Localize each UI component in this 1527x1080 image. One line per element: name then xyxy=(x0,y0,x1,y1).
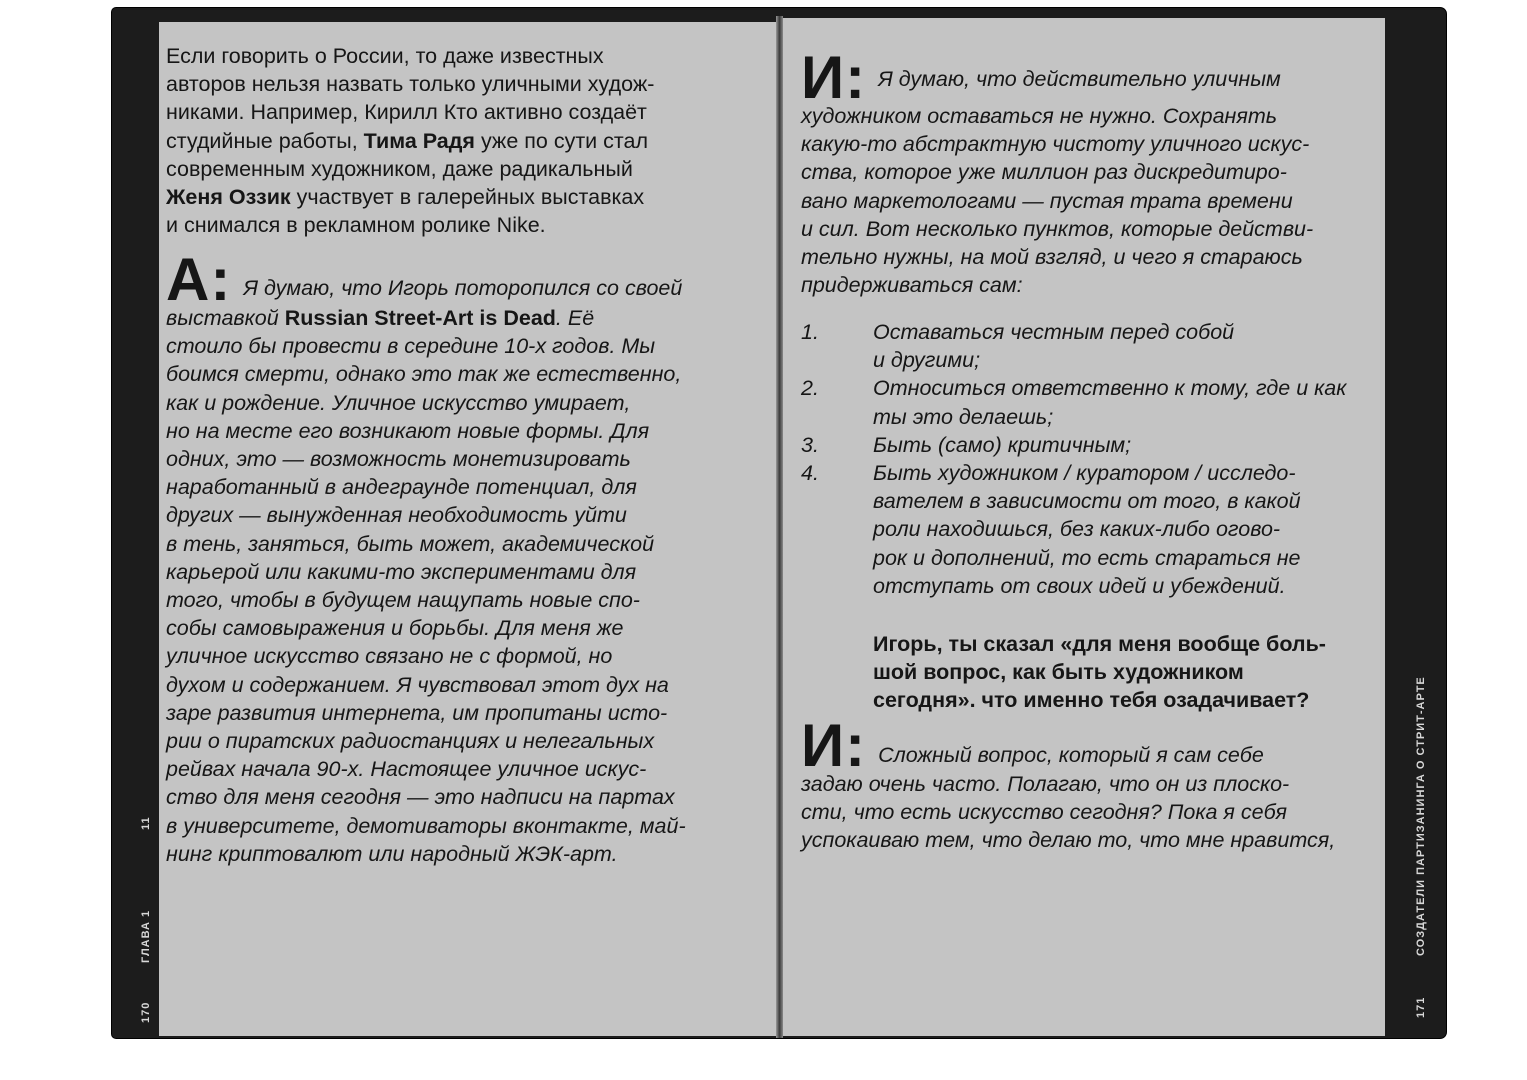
interviewer-question xyxy=(873,630,1326,715)
text-line: ство для меня сегодня — это надписи на партах xyxy=(166,785,675,810)
text-line: одних, это — возможность монетизировать xyxy=(166,447,631,472)
text-line: сегодня». что именно тебя озадачивает? xyxy=(873,688,1310,713)
text-line: студийные работы, Тима Радя уже по сути стал xyxy=(166,128,649,153)
left-page-number: 170 xyxy=(140,1001,152,1023)
text-line: рейвах начала 90-х. Настоящее уличное искус- xyxy=(166,757,647,782)
right-page xyxy=(783,18,1385,1036)
text-line: и снимался в рекламном ролике Nike. xyxy=(166,213,546,238)
text-line: рии о пиратских радиостанциях и нелегальных xyxy=(166,729,655,754)
list-item: 4. Быть художником / куратором / исследо- вателем в зависимости от того, в какой роли находишься, без каких-либо огово- рок и дополнений, то есть стараться не отступать от своих идей и убеждений. xyxy=(801,461,1301,598)
text-line: заре развития интернета, им пропитаны исто- xyxy=(166,700,668,725)
list-item: 2. Относиться ответственно к тому, где и как ты это делаешь; xyxy=(801,376,1347,429)
text-line: сти, что есть искусство сегодня? Пока я себя xyxy=(801,800,1287,825)
text-line: и сил. Вот несколько пунктов, которые действи- xyxy=(801,216,1314,241)
speaker-initial: И: xyxy=(801,712,867,779)
text-line: Сложный вопрос, который я сам себе xyxy=(878,743,1264,767)
text-line: наработанный в андеграунде потенциал, для xyxy=(166,475,637,500)
text-line: в университете, демотиваторы вконтакте, май- xyxy=(166,813,686,838)
list-number: 2. xyxy=(801,376,819,401)
text-line: боимся смерти, однако это так же естественно, xyxy=(166,362,682,387)
text-line: шой вопрос, как быть художником xyxy=(873,660,1244,685)
artist-name: Женя Оззик xyxy=(166,185,291,210)
text-line: придерживаться сам: xyxy=(801,273,1023,298)
chapter-number: 11 xyxy=(140,816,152,830)
text-line: других — вынужденная необходимость уйти xyxy=(166,503,627,528)
text-line: карьерой или какими-то экспериментами для xyxy=(166,559,637,584)
text-line: Игорь, ты сказал «для меня вообще боль- xyxy=(873,632,1326,656)
text-line: вано маркетологами — пустая трата времени xyxy=(801,188,1293,213)
text-line: современным художником, даже радикальный xyxy=(166,156,633,181)
text-line: нинг криптовалют или народный ЖЭК-арт. xyxy=(166,841,618,866)
answer-paragraph-1 xyxy=(801,44,1381,299)
text-line: тельно нужны, на мой взгляд, и чего я стараюсь xyxy=(801,245,1303,270)
text-line: какую-то абстрактную чистоту уличного искус- xyxy=(801,132,1310,157)
text-line: уличное искусство связано не с формой, но xyxy=(166,644,613,669)
list-number: 1. xyxy=(801,320,819,344)
text-line: но на месте его возникают новые формы. Для xyxy=(166,418,650,443)
text-line: в тень, заняться, быть может, академической xyxy=(166,531,655,556)
left-page xyxy=(159,22,776,1036)
list-number: 3. xyxy=(801,432,819,457)
speaker-initial: И: xyxy=(801,44,867,111)
list-item: 3. Быть (само) критичным; xyxy=(801,431,1346,459)
principles-list xyxy=(801,318,1346,600)
text-line: собы самовыражения и борьбы. Для меня же xyxy=(166,616,624,641)
text-line: Если говорить о России, то даже известных xyxy=(166,44,604,68)
open-book xyxy=(112,8,1446,1038)
text-line: духом и содержанием. Я чувствовал этот дух на xyxy=(166,672,669,697)
exhibition-title: Russian Street-Art is Dead xyxy=(284,306,556,330)
text-line: ства, которое уже миллион раз дискредитиро- xyxy=(801,160,1287,185)
text-line: стоило бы провести в середине 10-х годов. Мы xyxy=(166,334,656,359)
list-number: 4. xyxy=(801,461,819,486)
text-line: Женя Оззик участвует в галерейных выставках xyxy=(166,185,645,210)
text-line: выставкой Russian Street-Art is Dead. Её xyxy=(166,306,595,330)
text-line: Я думаю, что Игорь поторопился со своей xyxy=(243,276,683,300)
text-line: никами. Например, Кирилл Кто активно создаёт xyxy=(166,100,647,125)
answer-paragraph-2 xyxy=(801,712,1381,855)
running-title: СОЗДАТЕЛИ ПАРТИЗАНИНГА О СТРИТ-АРТЕ xyxy=(1415,676,1427,956)
artist-name: Тима Радя xyxy=(363,128,475,153)
text-line: авторов нельзя назвать только уличными худож- xyxy=(166,72,655,97)
text-line: успокаиваю тем, что делаю то, что мне нравится, xyxy=(801,828,1336,853)
text-line: того, чтобы в будущем нащупать новые спо- xyxy=(166,588,640,613)
speaker-initial: А: xyxy=(166,246,232,313)
text-line: задаю очень часто. Полагаю, что он из плоско- xyxy=(801,772,1290,796)
text-line: как и рождение. Уличное искусство умирает, xyxy=(166,390,631,415)
text-line: Я думаю, что действительно уличным xyxy=(878,67,1281,91)
answer-paragraph xyxy=(166,246,766,868)
list-item: 1. Оставаться честным перед собой и другими; xyxy=(801,320,1235,373)
intro-paragraph xyxy=(166,42,654,239)
right-page-number: 171 xyxy=(1415,996,1427,1018)
book-gutter xyxy=(776,16,783,1038)
text-line: художником оставаться не нужно. Сохранять xyxy=(801,104,1278,128)
chapter-label: ГЛАВА 1 xyxy=(140,909,152,963)
